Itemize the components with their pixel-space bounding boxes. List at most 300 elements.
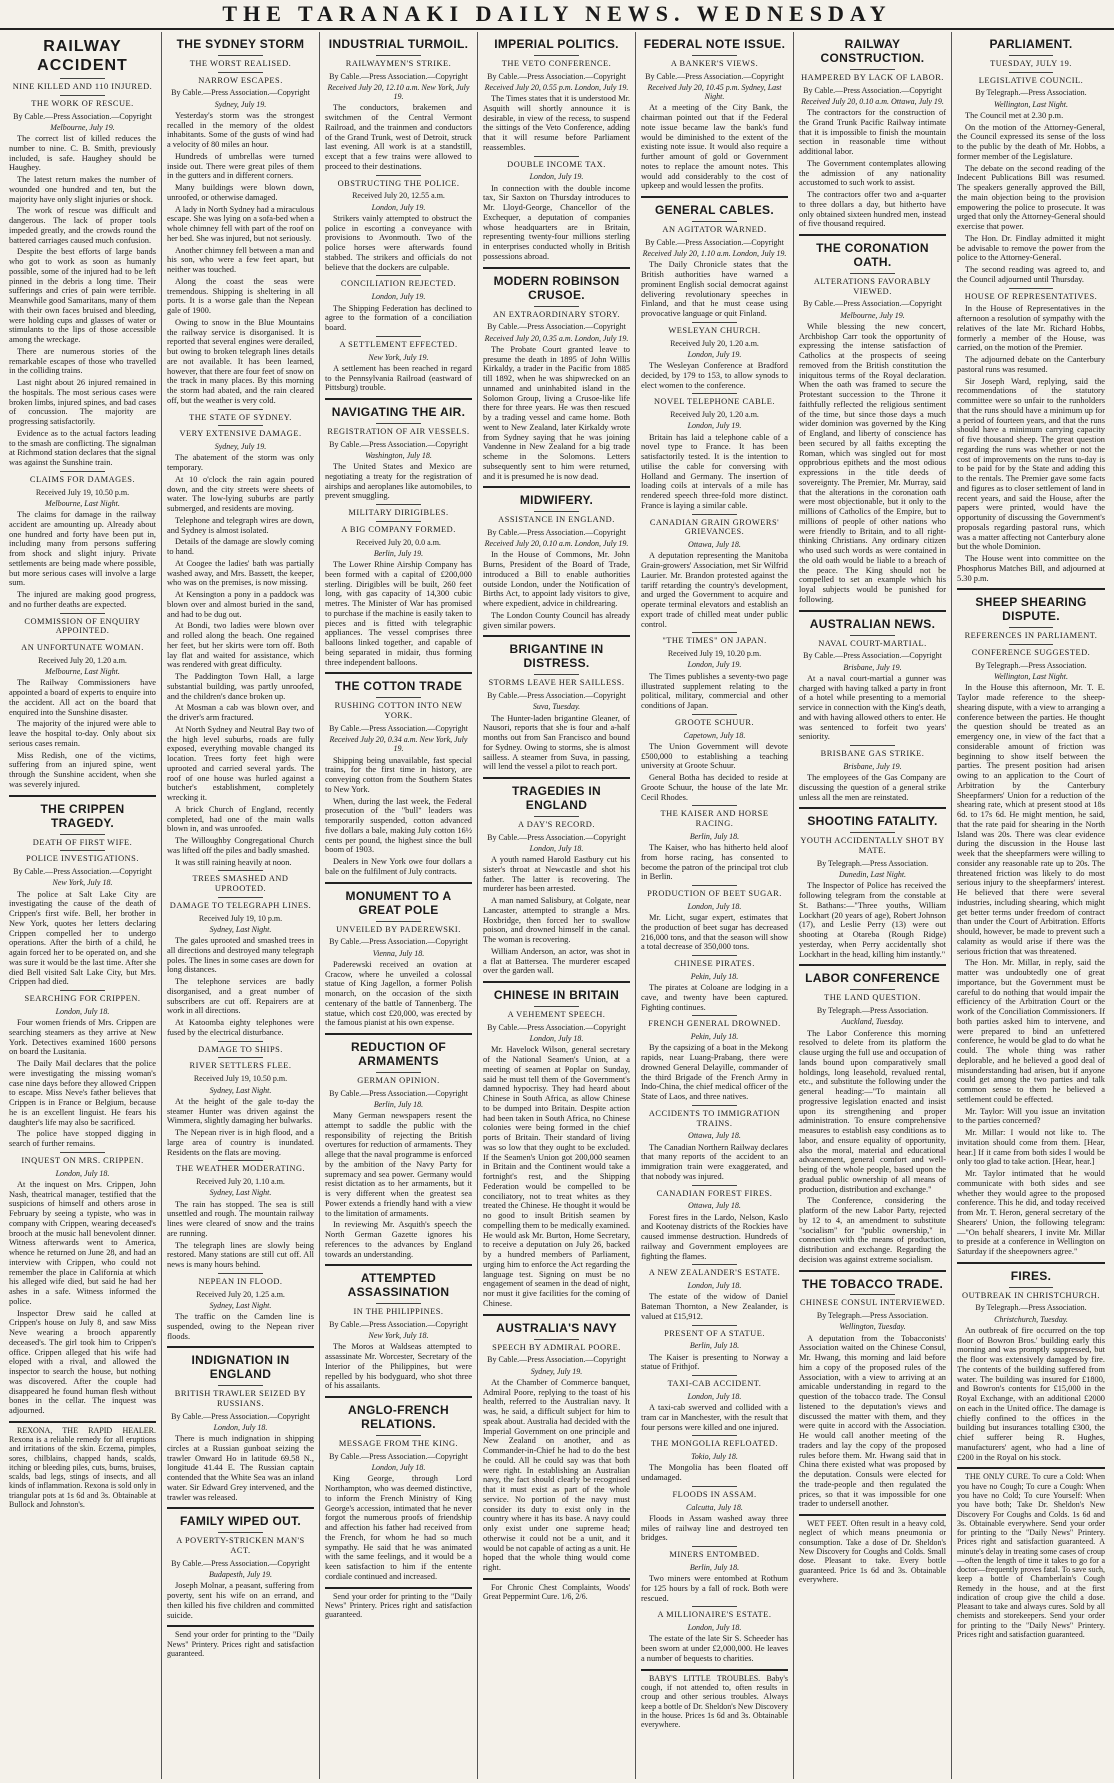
separator (692, 1015, 736, 1016)
article-paragraph: The Hon. Dr. Findlay admitted it might be advisable to remove the power from the police to the Attorney-General. (957, 233, 1105, 263)
separator (60, 1152, 104, 1153)
article (167, 1507, 314, 1620)
article-paragraph: There is much indignation in shipping circles at a Russian gunboat seizing the trawler Onward Ho in latitude 69.58 N., longitude 41.44 E. The Russian captain contended that the White Sea was an inland water. Sir Edward Grey intervened, and the trawler was released. (167, 1434, 314, 1502)
separator (534, 511, 578, 512)
article-place: Received July 20, 10.45 p.m. Sydney, Last Night. (647, 82, 782, 102)
article-subheading: A VEHEMENT SPEECH. (507, 1010, 606, 1020)
article-headline: INDUSTRIAL TURMOIL. (328, 37, 469, 51)
article-subheading: NARROW ESCAPES. (198, 75, 283, 85)
article-place: London, July 19. (687, 660, 742, 670)
article-place: Ottawa, July 18. (688, 1131, 741, 1141)
article (641, 1606, 788, 1663)
article-place: Received July 20, 12.10 a.m. New York, July 19. (327, 82, 470, 102)
article-headline: THE TOBACCO TRADE. (801, 1276, 944, 1291)
separator (376, 921, 420, 922)
article-subheading: RUSHING COTTON INTO NEW YORK. (334, 701, 463, 721)
article-headline: SHEEP SHEARING DISPUTE. (975, 595, 1087, 624)
article-dateline: By Cable.—Press Association.—Copyright (487, 1022, 626, 1032)
article (167, 1160, 314, 1270)
article (483, 635, 630, 772)
article (957, 1262, 1105, 1463)
separator (376, 423, 420, 424)
separator (1009, 288, 1053, 289)
article-paragraph: The employees of the Gas Company are discussing the question of a general strike unless all the men are reinstated. (799, 773, 946, 802)
article-dateline: By Cable.—Press Association.—Copyright (171, 1558, 310, 1568)
article-paragraph: In connection with the double income tax, Sir Saxton on Thursday introduces to Mr. Lloyd-George, Chancellor of the Exchequer, a deputation of companies whose headquarters are in Britain, representing twenty-four millions sterling in enterprises conducted wholly in British possessions abroad. (483, 183, 630, 261)
article-subheading: DOUBLE INCOME TAX. (507, 159, 606, 169)
separator (534, 156, 578, 157)
article (167, 1273, 314, 1342)
article-dateline: By Cable.—Press Association.—Copyright (803, 299, 942, 309)
article-paragraph: Sir Joseph Ward, replying, said the recommendations of the statutory committee were so unfair to the runholders that the runs should have a minimum up for a period of fourteen years, and that the runs should have a minimum carrying capacity of five thousand sheep. The great question regarding the runs was whether or not the cost of improvements on the runs to-day is to be paid for by the State and adding this to the rentals. The Premier gave some facts and figures as to closer settlement of land in recent years, and said the House, after the papers were printed, would have the opportunity of discussing the Government's proposals regarding pastoral runs, which was a matter affecting not Canterbury alone but the whole Dominion. (957, 376, 1105, 552)
article-dateline: Received July 20, 1.20 a.m. (670, 410, 759, 420)
column-rule (167, 1625, 314, 1627)
article-place: Auckland, Tuesday. (841, 1017, 904, 1027)
article-place: New York, July 19. (368, 352, 429, 362)
article-dateline: By Cable.—Press Association.—Copyright (13, 111, 152, 121)
article-subheading: TAXI-CAB ACCIDENT. (667, 1379, 762, 1389)
article-paragraph: Shipping being unavailable, fast special trains, for the first time in history, are conveying cotton from the Southern States to New York. (325, 755, 472, 794)
article-headline: TRAGEDIES IN ENGLAND (512, 784, 601, 812)
article-paragraph: Britain has laid a telephone cable of a novel type to France. It has been satisfactorily tested. It is the intention to utilise the cable for conversing with Holland and Germany. The insertion of loading coils at intervals of a mile has rendered speech three-fold more distinct. France is laying a similar cable. (641, 432, 788, 510)
article (641, 885, 788, 952)
article-dateline: Received July 20, 1.10 a.m. (196, 1177, 285, 1187)
article-paragraph: Many German newspapers resent the attempt to saddle the public with the responsibility of rejecting the British overtures for reduction of armaments. They allege that the naval programme is enforced by the ambition of the Navy Party for supremacy and sea power. Germany would resist dictation as to her armaments, but it is very different when the greatest sea Power extends a friendly hand with a view to the limitation of armaments. (325, 1111, 472, 1218)
separator (218, 425, 262, 426)
column-rule (641, 1669, 788, 1671)
article-paragraph: Mr. Taylor: Will you issue an invitation to the parties concerned? (957, 1106, 1105, 1126)
article-headline: CHINESE IN BRITAIN (493, 988, 620, 1003)
article-paragraph: The police have stopped digging in search of further remains. (9, 1129, 156, 1149)
article-paragraph: At the inquest on Mrs. Crippen, John Nash, theatrical manager, testified that the suspicions of himself and others arose in February by seeing a typiste, who was in company with Crippen, wearing deceased's brooch at the music hall benevolent dinner. Witness afterwards went to America, whence he returned on June 28, and had an interview with Crippen, who could not remember the place in California at which his alleged wife died, but said he had her ashes in a safe. Witness informed the police. (9, 1179, 156, 1306)
article-subheading: CHINESE PIRATES. (674, 959, 755, 969)
article (9, 1152, 156, 1416)
article-place: Received July 20, 0.10 a.m. Ottawa, July 19. (801, 96, 944, 106)
article-paragraph: Despite the best efforts of large bands who got to work as soon as humanly possible, some of the injured had to be left pinned in the debris a long time. Their sufferings and cries of pain were terrible. Meanwhile good Samaritans, many of them with their own faces bruised and bleeding, were holding cups and glasses of water or stimulants to the lips of those accessible among the wreckage. (9, 247, 156, 345)
article-subheading: NOVEL TELEPHONE CABLE. (653, 397, 776, 407)
article-paragraph: Forest fires in the Lardo, Nelson, Kaslo and Kootenay districts of the Rockies have caused immense destruction. Hundreds of railway and Government employees are fighting the flames. (641, 1212, 788, 1261)
column-rule (483, 267, 630, 269)
article-subheading: GROOTE SCHUUR. (674, 717, 755, 727)
separator (218, 1273, 262, 1274)
article-place: Wellington, Last Night. (994, 99, 1068, 109)
article-place: London, July 19. (687, 349, 742, 359)
article-paragraph: General Botha has decided to reside at Groote Schuur, the house of the late Mr. Cecil Rhodes. (641, 773, 788, 802)
separator (218, 897, 262, 898)
article-subheading: THE MONGOLIA REFLOATED. (650, 1439, 779, 1449)
article (483, 38, 630, 153)
article-paragraph: Dealers in New York owe four dollars a bale on the fulfilment of July contracts. (325, 857, 472, 876)
article-subheading: NAVAL COURT-MARTIAL. (818, 638, 927, 648)
article (325, 275, 472, 332)
separator (850, 832, 894, 833)
column-rule (957, 588, 1105, 590)
article-paragraph: In reviewing Mr. Asquith's speech the North German Gazette ignores his references to the advances by England towards an understanding. (325, 1220, 472, 1259)
article-place: New York, July 18. (368, 1331, 429, 1341)
article-place: London, July 18. (55, 1168, 110, 1178)
advertisement: REXONA, THE RAPID HEALER. Rexona is a reliable remedy for all eruptions and irritations of the skin. Eczema, pimples, sores, chilblains, chapped hands, scalds, itching or bleeding piles, cuts, burns, bruises, scalds, bad legs, stings of insects, and all kinds of inflammation. Rexona is sold only in triangular pots at 1s 6d and 3s. Obtainable at Bullock and Johnston's. (9, 1425, 156, 1509)
article-dateline: Received July 20, 1.25 a.m. (196, 1289, 285, 1299)
article-dateline: By Cable.—Press Association.—Copyright (13, 867, 152, 876)
column-2 (162, 32, 320, 1779)
article-paragraph: Four women friends of Mrs. Crippen are searching steamers as they arrive at New York. Detectives examined 1600 persons on board the Lusitania. (9, 1018, 156, 1057)
article-subheading: YOUTH ACCIDENTALLY SHOT BY MATE. (800, 836, 945, 856)
separator (1009, 72, 1053, 73)
column-rule (9, 795, 156, 797)
article-subheading: CLAIMS FOR DAMAGES. (29, 474, 136, 484)
article-subheading: CONCILIATION REJECTED. (340, 279, 457, 289)
article-place: Melbourne, July 19. (50, 122, 115, 132)
advertisement: WET FEET. Often result in a heavy cold, neglect of which means pneumonia or consumption. Take a dose of Dr. Sheldon's New Discovery for Coughs and Colds. Small dose. Pleasant to take. Every bottle guaranteed. Price 1s 6d and 3s. Obtainable everywhere. (799, 1519, 946, 1584)
article-subheading: ALTERATIONS FAVORABLY VIEWED. (813, 276, 932, 296)
article-dateline: By Telegraph.—Press Association. (816, 858, 929, 868)
column-rule (325, 672, 472, 674)
article-paragraph: On the motion of the Attorney-General, the Council expressed its sense of the loss to the public by the death of Mr. Hobbs, a former member of the Legislature. (957, 122, 1105, 161)
article-paragraph: The latest return makes the number of wounded one hundred and ten, but the majority have only slight injuries or shock. (9, 175, 156, 204)
article-paragraph: Mr. Millar: I would not like to. The invitation should come from them. [Hear, hear.] If it came from both sides I would be only too glad to take action. [Hear, hear.] (957, 1128, 1105, 1167)
article-paragraph: Floods in Assam washed away three miles of railway line and destroyed ten bridges. (641, 1513, 788, 1543)
article-subheading: INQUEST ON MRS. CRIPPEN. (21, 1155, 144, 1165)
article-dateline: By Cable.—Press Association.—Copyright (487, 322, 626, 332)
article (325, 38, 472, 172)
separator (534, 306, 578, 307)
separator (692, 1546, 736, 1547)
article-paragraph: The Hunter-laden brigantine Gleaner, of Nausori, reports that she is four and a-half months out from San Francisco and bound for Sydney. Owing to storms, she is almost sailless. A steamer from Suva, in passing, will lend the vessel a pilot to reach port. (483, 713, 630, 772)
article (167, 409, 314, 868)
separator (218, 1532, 262, 1533)
article (483, 1314, 630, 1573)
separator (1009, 644, 1053, 645)
article-paragraph: Owing to snow in the Blue Mountains the railway service is disorganised. It is reported that several engines were derailed, but owing to broken telegraph lines details are not available. It has been learned, however, that there are four feet of snow on the track in many places. By this morning the storm had abated, and the rain cleared off, but the weather is very cold. (167, 317, 314, 405)
column-rule (641, 196, 788, 198)
separator (376, 275, 420, 276)
article-paragraph: The Paddington Town Hall, a large substantial building, was partly unroofed, and the children's dance broken up. (167, 672, 314, 701)
article (641, 322, 788, 391)
article-place: Melbourne, Last Night. (45, 667, 120, 677)
column-rule (483, 635, 630, 637)
article-paragraph: The Times publishes a seventy-two page illustrated supplement relating to the political, military, commercial and other conditions of Japan. (641, 671, 788, 710)
advertisement: Send your order for printing to the "Daily News" Printery. Prices right and satisfaction guaranteed. (325, 1591, 472, 1620)
article-subheading: ASSISTANCE IN ENGLAND. (498, 515, 615, 525)
article-paragraph: Paderewski received an ovation at Cracow, where he unveiled a colossal statue of King Jagellon, a former Polish monarch, on the occasion of the sixth centenary of the battle of Tannenberg. The statue, which cost £20,000, was erected by the famous pianist at his own expense. (325, 959, 472, 1028)
article-subheading: BRISBANE GAS STRIKE. (820, 749, 925, 759)
article-place: Ottawa, July 18. (688, 540, 741, 550)
article-subheading: HAMPERED BY LACK OF LABOR. (801, 72, 944, 82)
separator (692, 805, 736, 806)
article-subheading: A NEW ZEALANDER'S ESTATE. (648, 1268, 781, 1278)
separator (692, 514, 736, 515)
article-dateline: By Cable.—Press Association.—Copyright (329, 937, 468, 947)
article-paragraph: A deputation representing the Manitoba Grain-growers' Association, met Sir Wilfrid Laurier. Mr. Brandon protested against the tariff retarding the country's development, and urged the Government to acquire and operate terminal elevators and establish an export trade of chilled meat under public control. (641, 551, 788, 629)
article-subheading: FLOODS IN ASSAM. (672, 1489, 757, 1499)
article-subheading: HOUSE OF REPRESENTATIVES. (964, 291, 1098, 301)
article-paragraph: Miss Redish, one of the victims, suffering from an injured spine, went through the Sunshine accident, when she was severely injured. (9, 750, 156, 789)
article-subheading: MESSAGE FROM THE KING. (338, 1439, 459, 1449)
column-1 (4, 32, 162, 1779)
separator (218, 409, 262, 410)
article-place: Sydney, July 19. (530, 1366, 583, 1376)
separator (218, 1041, 262, 1042)
article-place: Berlin, July 18. (689, 1562, 740, 1572)
column-rule (325, 398, 472, 400)
article-dateline: By Telegraph.—Press Association. (975, 88, 1087, 98)
article-headline: RAILWAY ACCIDENT (37, 38, 128, 74)
article (483, 777, 630, 976)
article (325, 1396, 472, 1581)
article-subheading: CANADIAN FOREST FIRES. (656, 1188, 773, 1198)
article-place: Brisbane, July 19. (843, 662, 902, 672)
article (325, 672, 472, 876)
article-paragraph: A lady in North Sydney had a miraculous escape. She was lying on a sofa-bed when a whole chimney fell with part of the roof on her bed. She was injured, but not seriously. (167, 204, 314, 243)
article-subheading: A DAY'S RECORD. (518, 819, 595, 829)
article-dateline: By Cable.—Press Association.—Copyright (171, 1411, 310, 1421)
separator (534, 55, 578, 56)
article-headline: INDIGNATION IN ENGLAND (191, 1353, 290, 1382)
advertisement: THE ONLY CURE. To cure a Cold: When you have no Cough; To cure a Cough: When you have no Cold; To cure Yourself: When you have both; Take Dr. Sheldon's New Discovery For Coughs and Colds. 1s 6d and 3s. Obtainable everywhere. Send your order for printing to the "Daily News" Printery. Prices right and satisfaction guaranteed. A minute's delay in treating some cases of croup—often the length of time it takes to go for a doctor—frequently proves fatal. To save such, keep a bottle of Chamberlain's Cough Remedy in the house, and at the first indication of croup give the child a dose. Pleasant to take and always cures. Sold by all chemists and storekeepers. Send your order for printing to the "Daily News" Printery. Prices right and satisfaction guaranteed. (957, 1472, 1105, 1639)
article (167, 870, 314, 1037)
article-place: Received July 20, 0.34 a.m. New York, July 19. (329, 735, 468, 754)
article (167, 1041, 314, 1158)
article-paragraph: The second reading was agreed to, and the Council adjourned until Thursday. (957, 265, 1105, 284)
article-subheading: NEPEAN IN FLOOD. (198, 1276, 283, 1286)
column-rule (167, 1346, 314, 1348)
column-rule (483, 486, 630, 488)
article-paragraph: At Kensington a pony in a paddock was blown over and almost buried in the sand, and had to be dug out. (167, 590, 314, 619)
separator (1009, 627, 1053, 628)
article-paragraph: At the height of the gale to-day the steamer Hunter was driven against the Wimmera, slightly damaging her bulwarks. (167, 1096, 314, 1126)
article-subheading: IN THE PHILIPPINES. (353, 1307, 444, 1317)
article (957, 588, 1105, 1256)
article-paragraph: King George, through Lord Northampton, who was deemed distinctive, to inform the French Ministry of King George's accession, intimated that he never forgot the numerous proofs of friendship and affection his father had received from the French, for whom he had so much sympathy. He said that he was animated with the same feelings, and it would be a keen satisfaction to him if the entente cordiale continued and increased. (325, 1474, 472, 1581)
article-paragraph: Mr. Taylor intimated that he would communicate with both sides and see whether they would agree to the proposed conference. This he did, and today received from Mr. T. Heron, general secretary of the Shearers' Union, the following telegram:—"On behalf shearers, I invite Mr. Millar to preside at a conference in Wellington on Saturday if the sheepowners agree." (957, 1169, 1105, 1257)
article (167, 1346, 314, 1502)
separator (534, 674, 578, 675)
article-subheading: RIVER SETTLERS FLEE. (189, 1061, 292, 1071)
article-paragraph: Along the coast the seas were tremendous. Shipping is sheltering in all ports. It is a worse gale than the Nepean gale of 1900. (167, 276, 314, 316)
separator (60, 78, 104, 79)
article-headline: AUSTRALIAN NEWS. (809, 616, 936, 631)
article-subheading: AN AGITATOR WARNED. (662, 225, 767, 235)
article-place: London, July 18. (687, 901, 742, 911)
article-paragraph: At a meeting of the City Bank, the chairman pointed out that if the Federal note issue became law the bank's fund would be diminished to the extent of the existing note issue. It would also require a further amount of gold or Government notes to replace the amount notes. This would add considerably to the cost of upkeep and would lessen the profits. (641, 103, 788, 191)
column-rule (483, 1578, 630, 1580)
article-headline: REDUCTION OF ARMAMENTS (351, 1040, 446, 1068)
article-subheading: PRODUCTION OF BEET SUGAR. (647, 889, 782, 899)
article-subheading: NINE KILLED AND 110 INJURED. (12, 82, 153, 92)
article-dateline: Received July 19, 10 p.m. (198, 913, 283, 923)
article-place: London, July 18. (687, 1623, 742, 1633)
column-rule (799, 234, 946, 236)
article (641, 1105, 788, 1182)
article (9, 471, 156, 610)
article-headline: BRIGANTINE IN DISTRESS. (509, 642, 604, 671)
article-place: Dunedin, Last Night. (838, 870, 907, 880)
article-paragraph: It was still raining heavily at noon. (175, 857, 292, 867)
separator (376, 1072, 420, 1073)
separator (692, 393, 736, 394)
article-paragraph: The police at Salt Lake City are investigating the cause of the death of Crippen's first wife. Bell, her brother in New York, quotes her letters declaring Crippen compelled her to undergo operations. After the birth of a child, he again forced her to be operated on, and she was sure it would be the last time. After she died Bell visited Salt Lake City, but Mrs. Crippen had died. (9, 889, 156, 987)
article-paragraph: Mr. Licht, sugar expert, estimates that the production of beet sugar has decreased 216,000 tons, and that the season will show a total decrease of 350,000 tons. (641, 913, 788, 952)
article (799, 38, 946, 229)
article-place: London, July 18. (213, 1422, 268, 1432)
article (641, 393, 788, 510)
article-headline: SHOOTING FATALITY. (807, 814, 938, 829)
article-subheading: THE STATE OF SYDNEY. (189, 412, 292, 422)
article-dateline: By Cable.—Press Association.—Copyright (487, 691, 626, 701)
article (325, 336, 472, 393)
article-paragraph: The injured are making good progress, and no further deaths are expected. (9, 590, 156, 609)
article-subheading: CHINESE CONSUL INTERVIEWED. (799, 1298, 946, 1308)
article-headline: AUSTRALIA'S NAVY (496, 1320, 617, 1335)
article-paragraph: At North Sydney and Neutral Bay two of the high level suburbs, roads are fully exposed, everything movable changed its location. Trees forty feet high were uprooted and carried several yards. The roof of one house was hurled against a butcher's establishment, completely wrecking it. (167, 724, 314, 803)
article-paragraph: Telephone and telegraph wires are down, and Sydney is almost isolated. (167, 515, 314, 535)
article-paragraph: In the House of Representatives in the afternoon a resolution of sympathy with the relatives of the late Mr. Richard Hobbs, formerly a member of the House, was carried, on the motion of the Premier. (957, 304, 1105, 353)
column-rule (325, 1033, 472, 1035)
column-5 (636, 32, 794, 1779)
article-paragraph: A settlement has been reached in regard to the Pennsylvania Railroad (eastward of Pittsburg) trouble. (325, 363, 472, 393)
article (325, 1264, 472, 1391)
article-subheading: DAMAGE TO SHIPS. (198, 1044, 283, 1054)
separator (534, 816, 578, 817)
article-paragraph: The Railway Commissioners have appointed a board of experts to enquire into the accident. All act on the board that enquired into the Sunshine disaster. (9, 678, 156, 717)
article-place: Ottawa, July 18. (688, 1201, 741, 1211)
article-place: Berlin, July 18. (373, 1099, 424, 1109)
article-paragraph: The rain has stopped. The sea is still unsettled and rough. The mountain railway lines were cleared of snow and the trains are running. (167, 1199, 314, 1238)
article-place: London, July 18. (529, 843, 584, 853)
separator (692, 55, 736, 56)
column-rule (483, 1314, 630, 1316)
article-subheading: COMMISSION OF ENQUIRY APPOINTED. (24, 616, 141, 636)
article-paragraph: The Hon. Mr. Millar, in reply, said the matter was undoubtedly one of great importance, but the Government must be careful to do nothing that would impair the efficiency of the Arbitration Court or the work of the Conciliation Commissioners. If both parties asked him to intervene, and were prepared to bind an unfettered conference, he would be glad to do what he could. The whole thing was rather deplorable, and he believed a good deal of misunderstanding had arisen, but if anyone could get among the two parties and talk common sense to them he believed a settlement could be effected. (957, 958, 1105, 1104)
article-paragraph: The Canadian Northern Railway declares that many reports of the accident to an immigration train were exaggerated, and that nobody was injured. (641, 1142, 788, 1181)
article-place: Sydney, Last Night. (209, 1188, 272, 1198)
separator (692, 955, 736, 956)
separator (60, 613, 104, 614)
article-paragraph: At Katoomba eighty telephones were fused by the electrical disturbance. (167, 1018, 314, 1037)
article-subheading: SPEECH BY ADMIRAL POORE. (492, 1342, 621, 1352)
article (957, 288, 1105, 584)
article-subheading: OUTBREAK IN CHRISTCHURCH. (962, 1290, 1100, 1300)
article-dateline: By Cable.—Press Association.—Copyright (487, 832, 626, 842)
article-paragraph: The Kaiser, who has hitherto held aloof from horse racing, has consented to become the patron of the principal trot club in Berlin. (641, 843, 788, 882)
separator (850, 989, 894, 990)
separator (60, 95, 104, 96)
separator (376, 697, 420, 698)
article-paragraph: The Union Government will devote £500,000 to establishing a teaching university at Groote Schuur. (641, 741, 788, 771)
article-paragraph: At 10 o'clock the rain again poured down, and the city streets were sheets of water. The low-lying suburbs are partly submerged, and residents are moving. (167, 474, 314, 514)
article (641, 1185, 788, 1262)
column-6 (794, 32, 952, 1779)
article-paragraph: Many buildings were blown down, unroofed, or otherwise damaged. (167, 183, 314, 202)
separator (692, 1264, 736, 1265)
article-paragraph: By the capsizing of a boat in the Mekong rapids, near Luang-Prabang, there were drowned General Delayille, commander of the third Brigade of the French Army in Indo-China, the chief medical officer of the State of Laos, and three natives. (641, 1043, 788, 1102)
separator (692, 885, 736, 886)
column-rule (799, 1270, 946, 1272)
column-rule (325, 1587, 472, 1589)
separator (376, 175, 420, 176)
article-dateline: By Cable.—Press Association.—Copyright (487, 71, 626, 81)
article-place: Vienna, July 18. (372, 948, 425, 958)
article-subheading: A MILLIONAIRE'S ESTATE. (657, 1610, 772, 1620)
article-paragraph: Last night about 26 injured remained in the hospitals. The most serious cases were broken limbs, injured spines, and bad cases of concussion. The majority are progressing satisfactorily. (9, 378, 156, 427)
article-place: Sydney, July 19. (214, 442, 267, 452)
separator (218, 1160, 262, 1161)
article-headline: LABOR CONFERENCE (805, 971, 940, 986)
article-paragraph: Hundreds of umbrellas were turned inside out. There were great piles of them in the gutters and in different corners. (167, 151, 314, 181)
article-headline: FIRES. (1010, 1268, 1052, 1283)
separator (850, 69, 894, 70)
article-paragraph: The telephone services are badly disorganised, and a great number of subscribers are cut off. Repairers are at work in all directions. (167, 977, 314, 1016)
article-subheading: TREES SMASHED AND UPROOTED. (192, 874, 289, 894)
article-subheading: CANADIAN GRAIN GROWERS' GRIEVANCES. (649, 517, 780, 537)
article-dateline: By Cable.—Press Association.—Copyright (803, 85, 942, 95)
article-place: Melbourne, Last Night. (45, 498, 120, 508)
article-subheading: UNVEILED BY PADEREWSKI. (336, 924, 461, 934)
article-subheading: A SETTLEMENT EFFECTED. (339, 339, 458, 349)
article (641, 714, 788, 803)
article-place: Tokio, July 18. (691, 1452, 738, 1462)
article-place: Berlin, July 18. (689, 1341, 740, 1351)
article-dateline: By Cable.—Press Association.—Copyright (487, 1355, 626, 1365)
article-paragraph: In the House this afternoon, Mr. T. E. Taylor made reference to the sheep-shearing dispute, with a view to arranging a conference between the parties. He thought the question should be treated as an emergency one, in view of the fact that a considerable amount of friction was beginning to show itself between the parties. The present position had arisen owing to an application to the Court of Arbitration by the Canterbury Sheepfarmers' Union for a reduction of the shearing rate, which at present stood at 18s 6d. to 17s 6d. He might mention, he said, that the rate paid for shearing in the North Island was 20s. There was clear evidence during the discussion in the House last week that the sheepfarmers were willing to consider any reasonable rate up to 20s. The threatened friction was likely to do most serious injury to the sheepfarmers' interest. He believed that there were several industries, including shearing, which might get better terms under freedom of contract than under the Court of Arbitration. Efforts should, however, be made to prevent such a calamity as would arise if there was the serious friction that was threatened. (957, 683, 1105, 956)
article-subheading: A POVERTY-STRICKEN MAN'S ACT. (176, 1536, 305, 1556)
article (799, 1270, 946, 1510)
article-paragraph: The contractors for the construction of the Grand Trunk Pacific Railway intimate that it is impossible to finish the mountain section in reasonable time without additional labor. (799, 108, 946, 157)
article-paragraph: The Inspector of Police has received the following telegram from the constable at St. Bathans:—"Three youths, William Lockhart (20 years of age), Robert Johnson (17), and Leslie Perry (13) were out shooting at Otareba (Rough Ridge) yesterday, when Perry accidentally shot Lockhart in the head, killing him instantly." (799, 881, 946, 959)
column-rule (957, 1467, 1105, 1469)
separator (376, 336, 420, 337)
article-subheading: GERMAN OPINION. (357, 1075, 440, 1085)
article-paragraph: A man named Salisbury, at Colgate, near Lancaster, attempted to strangle a Mrs. Hoxbridge, then forced her to swallow poison, and drowned himself in the canal. The woman is recovering. (483, 896, 630, 945)
article-subheading: MILITARY DIRIGIBLES. (348, 508, 449, 518)
article-place: Sydney, July 19. (214, 99, 267, 109)
article-place: Pekin, July 18. (690, 1032, 739, 1042)
article-place: London, July 19. (371, 292, 426, 302)
separator (376, 1435, 420, 1436)
separator (850, 273, 894, 274)
article-paragraph: In the House of Commons, Mr. John Burns, President of the Board of Trade, introduced a Bill to enable authorities outside London, under the Notification of Births Act, to appoint lady visitors to give, where expedient, advice in childrearing. (483, 550, 630, 609)
article-subheading: THE VETO CONFERENCE. (501, 58, 612, 68)
separator (218, 1385, 262, 1386)
article-place: Wellington, Last Night. (994, 672, 1068, 682)
article-dateline: Received July 19, 10.20 p.m. (667, 649, 762, 659)
article-place: Sydney, Last Night. (209, 1085, 272, 1095)
article-paragraph: William Anderson, an actor, was shot in a flat at Battersea. The murderer escaped over the garden wall. (483, 946, 630, 976)
article-paragraph: There are numerous stories of the remarkable escapes of those who travelled in the colliding trains. (9, 346, 156, 376)
article-dateline: By Cable.—Press Association.—Copyright (487, 527, 626, 537)
separator (1009, 1287, 1053, 1288)
article-dateline: By Cable.—Press Association.—Copyright (329, 439, 468, 449)
article-paragraph: The pirates at Coloane are lodging in a cave, and twenty have been captured. Fighting continues. (641, 983, 788, 1012)
article (641, 1015, 788, 1102)
article-dateline: Received July 20, 1.20 a.m. (670, 338, 759, 348)
article-dateline: By Cable.—Press Association.—Copyright (329, 1319, 468, 1329)
article-headline: ATTEMPTED ASSASSINATION (347, 1271, 450, 1300)
article-paragraph: At Mosman a cab was blown over, and the driver's arm fractured. (167, 703, 314, 723)
article-subheading: A BANKER'S VIEWS. (670, 58, 759, 68)
article-headline: FEDERAL NOTE ISSUE. (643, 37, 786, 51)
separator (376, 55, 420, 56)
article-paragraph: The Labor Conference this morning resolved to delete from its platform the clause urging the full use and occupation of lands bound upon comparatively small holdings, long leasehold, revalued rental, etc., and substitute the following under the general heading:—"To maintain all progressive legislation enacted and insist upon its strengthening and proper administration. To ensure comprehensive measures to establish easy conditions as to labor, and ensure equality of opportunity, also the moral, material and educational advancement, general comfort and well-being of the whole people, based upon the gradual public ownership of all means of production, distribution and exchange." (799, 1028, 946, 1194)
article-paragraph: Joseph Molnar, a peasant, suffering from poverty, sent his wife on an errand, and then killed his five children and committed suicide. (167, 1581, 314, 1620)
article-place: London, July 19. (529, 172, 584, 182)
article-place: Sydney, Last Night. (209, 924, 272, 934)
separator (692, 1375, 736, 1376)
article-place: Washington, July 18. (365, 450, 432, 460)
article (167, 38, 314, 406)
article-headline: THE COTTON TRADE (334, 679, 463, 694)
article-headline: THE CORONATION OATH. (816, 241, 929, 269)
